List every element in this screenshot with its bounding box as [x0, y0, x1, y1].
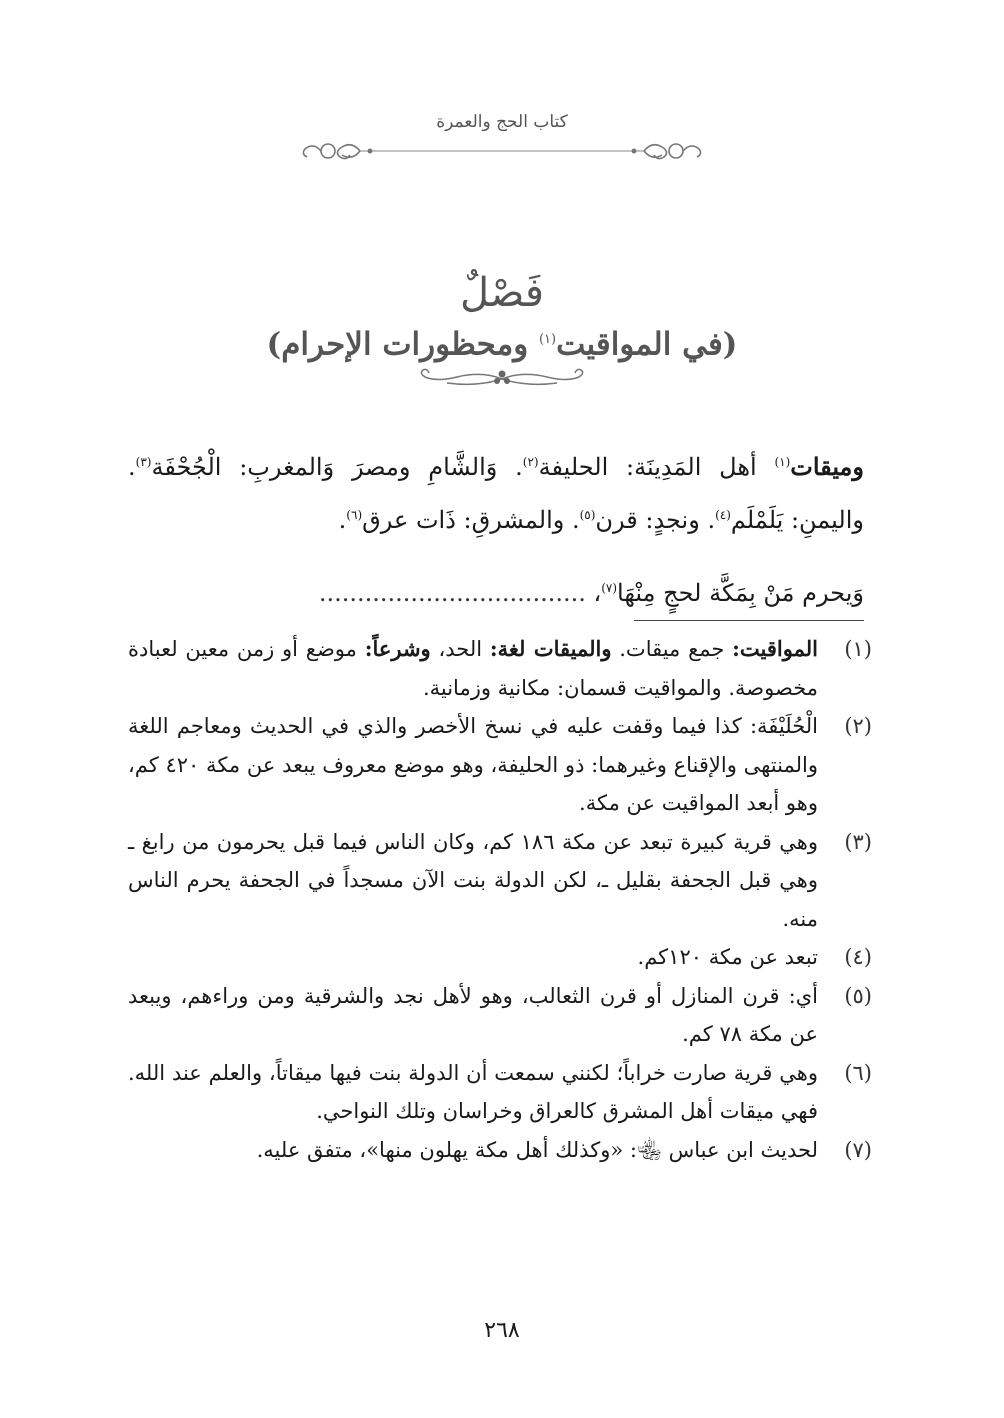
- footnote-item: [128, 977, 872, 1054]
- footnote-ref: (٦): [346, 508, 363, 522]
- main-text: [128, 438, 864, 617]
- footnote-item: [128, 1054, 872, 1131]
- main-paragraph: [128, 438, 864, 544]
- footnote-item: [128, 707, 872, 823]
- footnote-text: موضع أو زمن معين لعبادة مخصوصة. والمواقيت قسمان: مكانية وزمانية.: [128, 637, 818, 700]
- text-run: . والمشرقِ: ذَات عرق: [362, 506, 580, 534]
- footnote-item: [128, 938, 872, 977]
- section-subtitle: [0, 318, 1004, 366]
- footnote-text: الْحُلَيْفَة: كذا فيما وقفت عليه في نسخ الأخصر والذي في الحديث ومعاجم اللغة والمنتهى والإقناع وغيرهما: ذو الحليفة، وهو موضع معروف يبعد عن مكة ٤٢٠ كم، وهو أبعد المواقيت عن مكة.: [128, 714, 818, 815]
- running-header: [0, 112, 1004, 132]
- footnote-text: الحد،: [430, 637, 490, 661]
- footnote-term: والميقات لغة:: [489, 636, 612, 661]
- subtitle-text: (في المواقيت: [556, 326, 738, 363]
- section-heading: [0, 268, 1004, 390]
- footnotes: [128, 630, 872, 1169]
- text-run: . ونجدٍ: قرن: [595, 506, 716, 534]
- text-run: . واليمنِ: يَلَمْلَم: [128, 453, 864, 534]
- header-title: كتاب الحج والعمرة: [436, 112, 568, 132]
- text-run: ،: [585, 579, 602, 607]
- footnote-number: (٥): [844, 983, 872, 1008]
- divider-ornament-icon: [417, 368, 587, 390]
- footnote-ref: (٢): [522, 455, 539, 469]
- page-number: ٢٦٨: [484, 1318, 520, 1343]
- bold-term: وميقات: [790, 452, 864, 481]
- footnote-term: وشرعاً:: [364, 636, 431, 661]
- continuation-dots: ...................................: [318, 579, 586, 607]
- footnote-number: (٤): [844, 945, 872, 969]
- footnote-ref: (٥): [579, 508, 596, 522]
- footnote-text: وهي قرية كبيرة تبعد عن مكة ١٨٦ كم، وكان الناس فيما قبل يحرمون من رابغ ـ وهي قبل الجحفة بقليل ـ، لكن الدولة بنت الآن مسجداً في الجحفة يحرم الناس منه.: [128, 829, 818, 931]
- footnote-item: [128, 823, 872, 939]
- footnote-number: (١): [844, 637, 872, 661]
- text-run: أهل المَدِينَة: الحليفة: [538, 453, 775, 481]
- text-run: . وَالشَّامِ ومصرَ وَالمغربِ: الْجُحْفَة: [151, 453, 523, 481]
- footnote-text: لحديث ابن عباس ﵄: «وكذلك أهل مكة يهلون منها»، متفق عليه.: [256, 1137, 818, 1162]
- footnote-text: تبعد عن مكة ١٢٠كم.: [637, 945, 818, 969]
- footnote-number: (٦): [844, 1060, 872, 1085]
- fasl-heading: فَصْلٌ: [459, 270, 545, 316]
- footnote-term: المواقيت:: [732, 636, 818, 661]
- footnote-text: جمع ميقات.: [611, 637, 733, 661]
- subtitle-text: ومحظورات الإحرام): [266, 326, 539, 363]
- footnote-ref: (٤): [715, 508, 731, 522]
- footnote-number: (٢): [844, 714, 872, 738]
- footnote-ref: (٣): [135, 455, 152, 469]
- footnote-ref: (١): [774, 455, 791, 469]
- footnote-number: (٣): [844, 829, 872, 854]
- main-paragraph: [128, 564, 864, 617]
- footnote-text: وهي قرية صارت خراباً؛ لكنني سمعت أن الدولة بنت فيها ميقاتاً، والعلم عند الله. فهي ميقات أهل المشرق كالعراق وخراسان وتلك النواحي.: [128, 1060, 818, 1123]
- footnote-ref: (٧): [601, 581, 618, 595]
- text-run: .: [338, 506, 347, 534]
- text-run: وَيحرم مَنْ بِمَكَّة لحجٍ مِنْهَا: [617, 579, 864, 607]
- header-ornament-icon: [300, 138, 704, 164]
- footnote-separator: [634, 620, 864, 621]
- footnote-item: [128, 1131, 872, 1170]
- footnote-text: أي: قرن المنازل أو قرن الثعالب، وهو لأهل نجد والشرقية ومن وراءهم، ويبعد عن مكة ٧٨ كم.: [128, 983, 818, 1046]
- footnote-ref: (١): [538, 332, 557, 347]
- footnote-number: (٧): [844, 1137, 872, 1162]
- footnote-item: [128, 630, 872, 707]
